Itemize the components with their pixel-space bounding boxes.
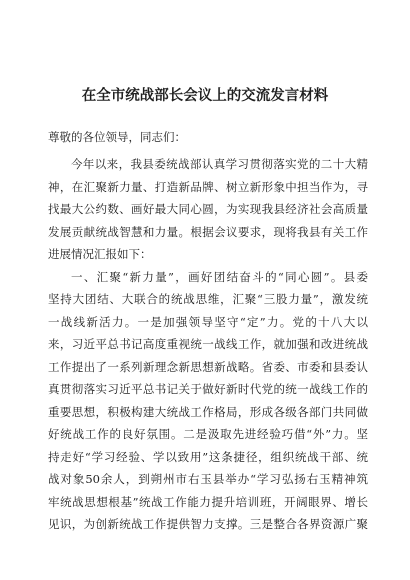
body-line: 真贯彻落实习近平总书记关于做好新时代党的统一战线工作的: [48, 382, 368, 396]
document-body: [48, 153, 368, 536]
body-line: 见识，为创新统战工作提供智力支撑。三是整合各界资源广聚: [48, 517, 368, 531]
body-line: 一、汇聚“新力量”，画好团结奋斗的“同心圆”。县委: [71, 269, 368, 284]
document-title: 在全市统战部长会议上的交流发言材料: [81, 88, 329, 104]
body-line: 来，习近平总书记高度重视统一战线工作，就加强和改进统战: [48, 337, 368, 351]
body-line: 工作提出了一系列新理念新思想新战略。省委、市委和县委认: [48, 359, 368, 374]
body-line: 重要思想，积极构建大统战工作格局，形成各级各部门共同做: [48, 404, 368, 419]
body-line: 找最大公约数、画好最大同心圆，为实现我县经济社会高质量: [48, 202, 368, 216]
body-line: 牢统战思想根基”统战工作能力提升培训班，开阔眼界、增长: [48, 494, 368, 509]
body-line: 一战线新活力。一是加强领导坚守“定”力。党的十八大以: [48, 314, 368, 329]
body-line: 持走好“学习经验、学以致用”这条捷径，组织统战干部、统: [48, 449, 368, 464]
body-line: 好统战工作的良好氛围。二是汲取先进经验巧借“外”力。坚: [48, 427, 368, 441]
body-line: 发展贡献统战智慧和力量。根据会议要求，现将我县有关工作: [48, 224, 368, 239]
body-line: 今年以来，我县委统战部认真学习贯彻落实党的二十大精: [71, 157, 368, 171]
body-line: 进展情况汇报如下：: [48, 247, 152, 261]
body-line: 战对象50余人，到朔州市右玉县举办“学习弘扬右玉精神筑: [48, 472, 368, 486]
body-line: 坚持大团结、大联合的统战思维，汇聚“三股力量”，激发统: [48, 292, 368, 306]
body-line: 神，在汇聚新力量、打造新品牌、树立新形象中担当作为，寻: [48, 179, 368, 194]
salutation: 尊敬的各位领导，同志们：: [48, 130, 186, 144]
